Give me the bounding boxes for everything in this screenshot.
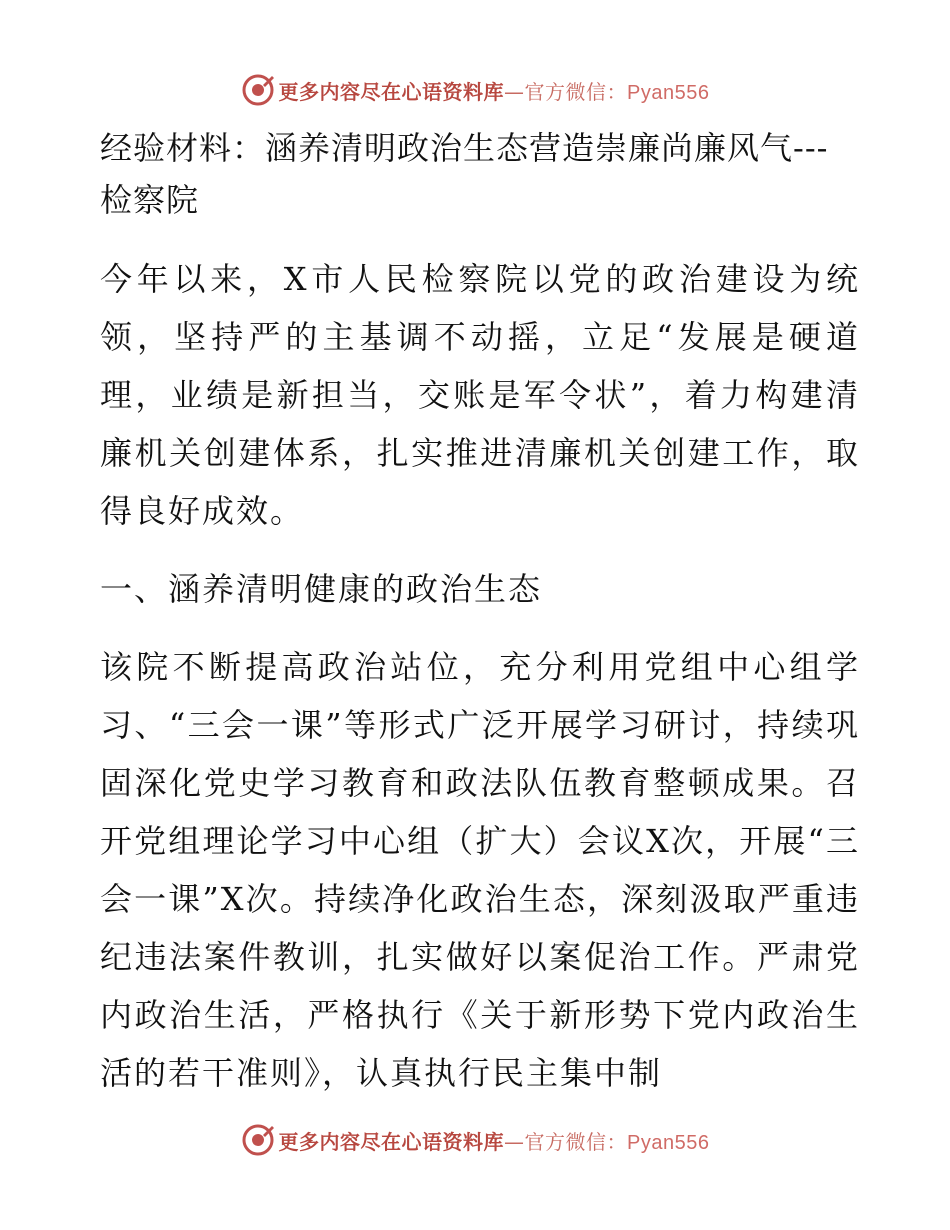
paragraph-section-1: 该院不断提高政治站位，充分利用党组中心组学习、“三会一课”等形式广泛开展学习研讨，持续巩固深化党史学习教育和政法队伍教育整顿成果。召开党组理论学习中心组（扩大）会议X次，开展“三会一课”X次。持续净化政治生态，深刻汲取严重违纪违法案件教训，扎实做好以案促治工作。严肃党内政治生活，严格执行《关于新形势下党内政治生活的若干准则》，认真执行民主集中制 xyxy=(100,648,860,1092)
watermark-sub: 官方微信： xyxy=(524,79,628,104)
watermark-main: 更多内容尽在心语资料库 xyxy=(278,1129,505,1154)
watermark-sub: 官方微信： xyxy=(524,1129,628,1154)
watermark-dash: — xyxy=(504,1129,525,1154)
pen-logo-icon xyxy=(241,73,275,107)
watermark-header xyxy=(0,70,950,110)
paragraph-intro: 今年以来，X市人民检察院以党的政治建设为统领，坚持严的主基调不动摇，立足“发展是硬道理，业绩是新担当，交账是军令状”，着力构建清廉机关创建体系，扎实推进清廉机关创建工作，取得良好成效。 xyxy=(100,260,860,530)
pen-logo-icon xyxy=(241,1123,275,1157)
watermark-footer xyxy=(0,1120,950,1160)
watermark-text xyxy=(279,76,710,105)
watermark-dash: — xyxy=(504,79,525,104)
watermark-id: Pyan556 xyxy=(627,81,710,104)
watermark-id: Pyan556 xyxy=(627,1131,710,1154)
watermark-text xyxy=(279,1126,710,1155)
document-body xyxy=(100,122,860,1102)
document-title: 经验材料：涵养清明政治生态营造崇廉尚廉风气---检察院 xyxy=(100,129,829,219)
watermark-main: 更多内容尽在心语资料库 xyxy=(278,79,505,104)
section-heading-1: 一、涵养清明健康的政治生态 xyxy=(100,570,543,608)
